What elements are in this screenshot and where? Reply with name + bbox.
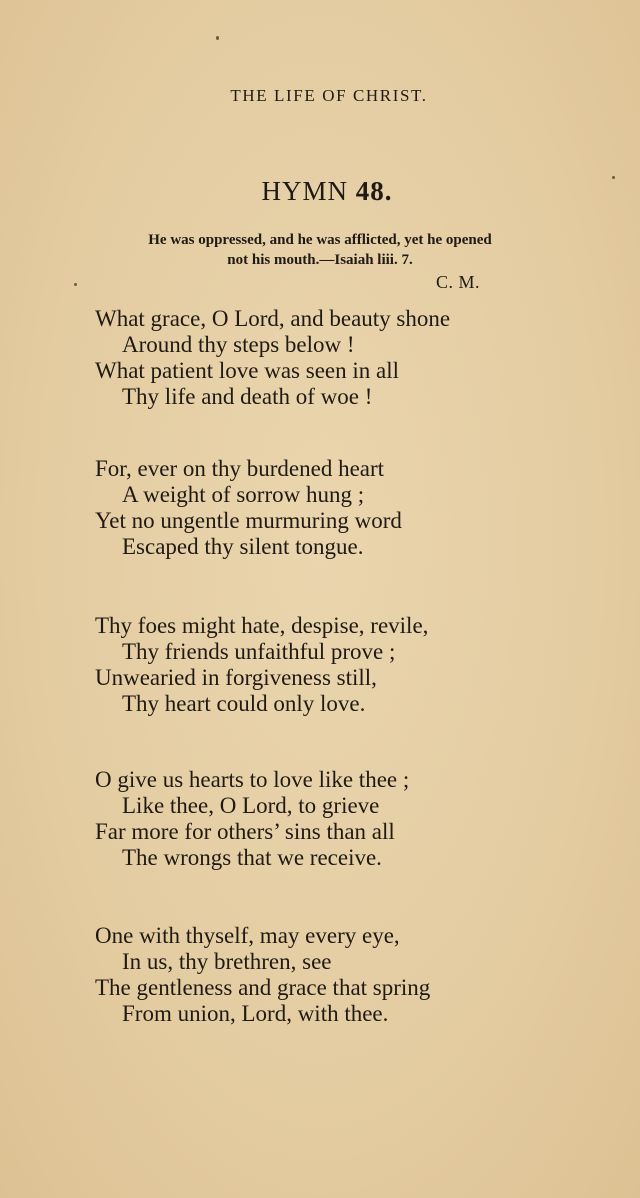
epigraph-line: not his mouth.—Isaiah liii. 7. <box>227 252 413 268</box>
verse-line: Escaped thy silent tongue. <box>122 534 364 559</box>
stanza-1 <box>95 306 595 410</box>
verse-line: One with thyself, may every eye, <box>95 923 400 948</box>
verse-line: What grace, O Lord, and beauty shone <box>95 306 451 331</box>
meter-label: C. M. <box>436 272 481 292</box>
verse-line: The wrongs that we receive. <box>122 845 382 870</box>
verse-line: Like thee, O Lord, to grieve <box>122 793 380 818</box>
verse-line: Thy life and death of woe ! <box>122 384 373 409</box>
verse-line: A weight of sorrow hung ; <box>122 482 365 507</box>
ink-speck <box>216 36 219 40</box>
hymn-label: HYMN <box>261 176 348 206</box>
verse-line: Thy heart could only love. <box>122 691 366 716</box>
hymn-number: 48. <box>355 176 393 206</box>
verse-line: Yet no ungentle murmuring word <box>95 508 402 533</box>
verse-line: From union, Lord, with thee. <box>122 1001 389 1026</box>
stanza-4 <box>95 767 595 871</box>
verse-line: Thy friends unfaithful prove ; <box>122 639 396 664</box>
stanza-2 <box>95 456 595 560</box>
verse-line: Around thy steps below ! <box>122 332 355 357</box>
verse-line: Far more for others’ sins than all <box>95 819 395 844</box>
stanza-5 <box>95 923 595 1027</box>
verse-line: In us, thy brethren, see <box>122 949 332 974</box>
verse-line: For, ever on thy burdened heart <box>95 456 385 481</box>
verse-line: Thy foes might hate, despise, revile, <box>95 613 429 638</box>
verse-line: What patient love was seen in all <box>95 358 400 383</box>
verse-line: Unwearied in forgiveness still, <box>95 665 377 690</box>
verse-line: O give us hearts to love like thee ; <box>95 767 410 792</box>
hymn-title <box>0 176 640 207</box>
epigraph-line: He was oppressed, and he was afflicted, yet he opened <box>148 232 492 248</box>
running-head: THE LIFE OF CHRIST. <box>230 86 428 105</box>
verse-line: The gentleness and grace that spring <box>95 975 431 1000</box>
ink-speck <box>74 283 77 286</box>
epigraph <box>40 230 600 270</box>
stanza-3 <box>95 613 595 717</box>
